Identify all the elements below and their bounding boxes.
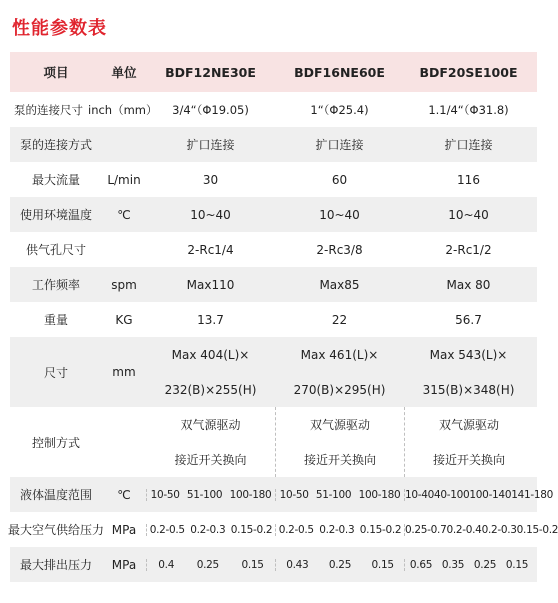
value-model-3	[404, 407, 533, 477]
header-model-2: BDF16NE60E	[294, 64, 385, 80]
value-model-2: 22	[331, 312, 348, 327]
header-item: 项目	[43, 65, 69, 80]
pressure-value: 0.15	[505, 558, 529, 571]
value-model-1	[146, 559, 275, 571]
table-row-max-air-pressure	[8, 512, 558, 547]
control-line-1: 双气源驱动	[180, 418, 241, 432]
control-line-1: 双气源驱动	[438, 418, 499, 432]
row-unit: mm	[112, 365, 136, 379]
header-model-3: BDF20SE100E	[419, 64, 518, 80]
range-value: 51-100	[186, 488, 223, 501]
row-name: 尺寸	[43, 365, 68, 380]
table-row-weight	[10, 302, 537, 337]
control-line-1: 双气源驱动	[309, 418, 370, 432]
pressure-value: 0.25	[196, 558, 219, 571]
value-model-1	[146, 407, 275, 477]
row-name: 供气孔尺寸	[25, 243, 86, 257]
pressure-value: 0.15-0.2	[359, 523, 402, 536]
value-model-1: 10~40	[190, 207, 231, 222]
row-name: 最大排出压力	[19, 558, 92, 572]
range-value: 10-50	[150, 488, 180, 501]
value-model-2: 1“（Φ25.4)	[310, 102, 369, 117]
table-row-ambient-temp	[10, 197, 537, 232]
range-value: 10-50	[279, 488, 309, 501]
pressure-value: 0.35	[441, 558, 465, 571]
table-header-row	[10, 52, 537, 92]
table-row-frequency	[10, 267, 537, 302]
row-name: 重量	[43, 313, 68, 327]
row-unit: L/min	[107, 172, 141, 187]
value-model-3	[404, 559, 533, 571]
row-unit	[102, 407, 146, 477]
table-row-max-discharge-pressure	[10, 547, 537, 582]
pressure-value: 0.2-0.5	[278, 523, 314, 536]
header-unit: 单位	[111, 65, 137, 80]
value-model-3: 116	[457, 172, 480, 187]
value-model-1	[146, 524, 275, 536]
row-name: 泵的连接方式	[19, 138, 92, 152]
table-row-max-flow	[10, 162, 537, 197]
value-model-3: 10~40	[448, 207, 489, 222]
value-model-1: 扩口连接	[186, 138, 235, 152]
value-model-3	[404, 523, 558, 536]
row-unit: ℃	[117, 207, 131, 222]
pressure-value: 0.15-0.2	[516, 523, 558, 536]
dimension-line-2: 315(B)×348(H)	[422, 382, 515, 397]
row-unit: inch（mm）	[88, 102, 158, 117]
header-model-1: BDF12NE30E	[165, 64, 256, 80]
range-value: 100-140	[469, 488, 512, 501]
value-model-1	[146, 489, 275, 501]
control-line-2: 接近开关换向	[303, 453, 376, 467]
value-model-1: Max110	[186, 277, 235, 292]
pressure-value: 0.15	[371, 558, 394, 571]
row-name-and-unit	[10, 102, 158, 118]
table-row-air-port	[10, 232, 537, 267]
range-value: 100-180	[358, 488, 401, 501]
value-model-2: 60	[331, 172, 348, 187]
range-value: 100-180	[229, 488, 272, 501]
dimension-line-1: Max 543(L)×	[429, 347, 508, 362]
value-model-1: 2-Rc1/4	[187, 242, 234, 257]
value-model-3: 扩口连接	[444, 138, 493, 152]
pressure-value: 0.2-0.5	[149, 523, 185, 536]
table-row-connection-method	[10, 127, 537, 162]
value-model-3: 2-Rc1/2	[445, 242, 492, 257]
range-value: 10-40	[405, 488, 435, 501]
range-value: 141-180	[511, 488, 553, 501]
value-model-2	[275, 489, 404, 501]
pressure-value: 0.25	[473, 558, 497, 571]
table-row-liquid-temp	[10, 477, 553, 512]
row-name: 控制方式	[31, 435, 80, 450]
row-name: 泵的连接尺寸	[14, 102, 83, 117]
value-model-2: 扩口连接	[315, 138, 364, 152]
value-model-2: 10~40	[319, 207, 360, 222]
pressure-value: 0.65	[409, 558, 433, 571]
value-model-1: 30	[202, 172, 219, 187]
control-line-2: 接近开关换向	[432, 453, 505, 467]
value-model-3	[404, 488, 553, 501]
value-model-3: 1.1/4“（Φ31.8)	[428, 102, 509, 117]
value-model-3	[404, 337, 533, 407]
pressure-value: 0.43	[286, 558, 309, 571]
table-row-dimensions	[10, 337, 537, 407]
value-model-1: 3/4“（Φ19.05)	[172, 102, 249, 117]
row-name: 工作频率	[31, 278, 80, 292]
range-value: 40-100	[434, 488, 470, 501]
table-row-control	[10, 407, 537, 477]
row-unit: KG	[115, 312, 133, 327]
pressure-value: 0.2-0.4	[446, 523, 482, 536]
dimension-line-2: 270(B)×295(H)	[293, 382, 386, 397]
row-unit: spm	[111, 277, 137, 292]
value-model-1: 13.7	[197, 312, 224, 327]
value-model-2	[275, 524, 404, 536]
row-unit: MPa	[111, 522, 137, 537]
row-unit: ℃	[117, 487, 131, 502]
pressure-value: 0.25-0.7	[405, 523, 447, 536]
pressure-value: 0.2-0.3	[190, 523, 226, 536]
value-model-2: 2-Rc3/8	[316, 242, 363, 257]
value-model-2: Max85	[319, 277, 360, 292]
pressure-value: 0.2-0.3	[481, 523, 517, 536]
value-model-3: Max 80	[446, 277, 491, 292]
range-value: 51-100	[315, 488, 352, 501]
row-name: 最大流量	[31, 173, 80, 187]
pressure-value: 0.2-0.3	[319, 523, 355, 536]
dimension-line-1: Max 404(L)×	[171, 347, 250, 362]
value-model-2	[275, 559, 404, 571]
pressure-value: 0.4	[158, 558, 175, 571]
pressure-value: 0.15-0.2	[230, 523, 273, 536]
pressure-value: 0.15	[241, 558, 264, 571]
dimension-line-1: Max 461(L)×	[300, 347, 379, 362]
spec-table	[8, 52, 558, 582]
row-name: 最大空气供给压力	[8, 523, 105, 537]
dimension-line-2: 232(B)×255(H)	[164, 382, 257, 397]
value-model-1	[146, 337, 275, 407]
page-title: 性能参数表	[12, 18, 107, 39]
value-model-2	[275, 337, 404, 407]
table-row-connection-size	[10, 92, 537, 127]
value-model-3: 56.7	[455, 312, 482, 327]
value-model-2	[275, 407, 404, 477]
row-name: 液体温度范围	[19, 488, 92, 502]
pressure-value: 0.25	[328, 558, 352, 571]
control-line-2: 接近开关换向	[174, 453, 247, 467]
row-name: 使用环境温度	[19, 208, 92, 222]
row-unit: MPa	[111, 557, 137, 572]
